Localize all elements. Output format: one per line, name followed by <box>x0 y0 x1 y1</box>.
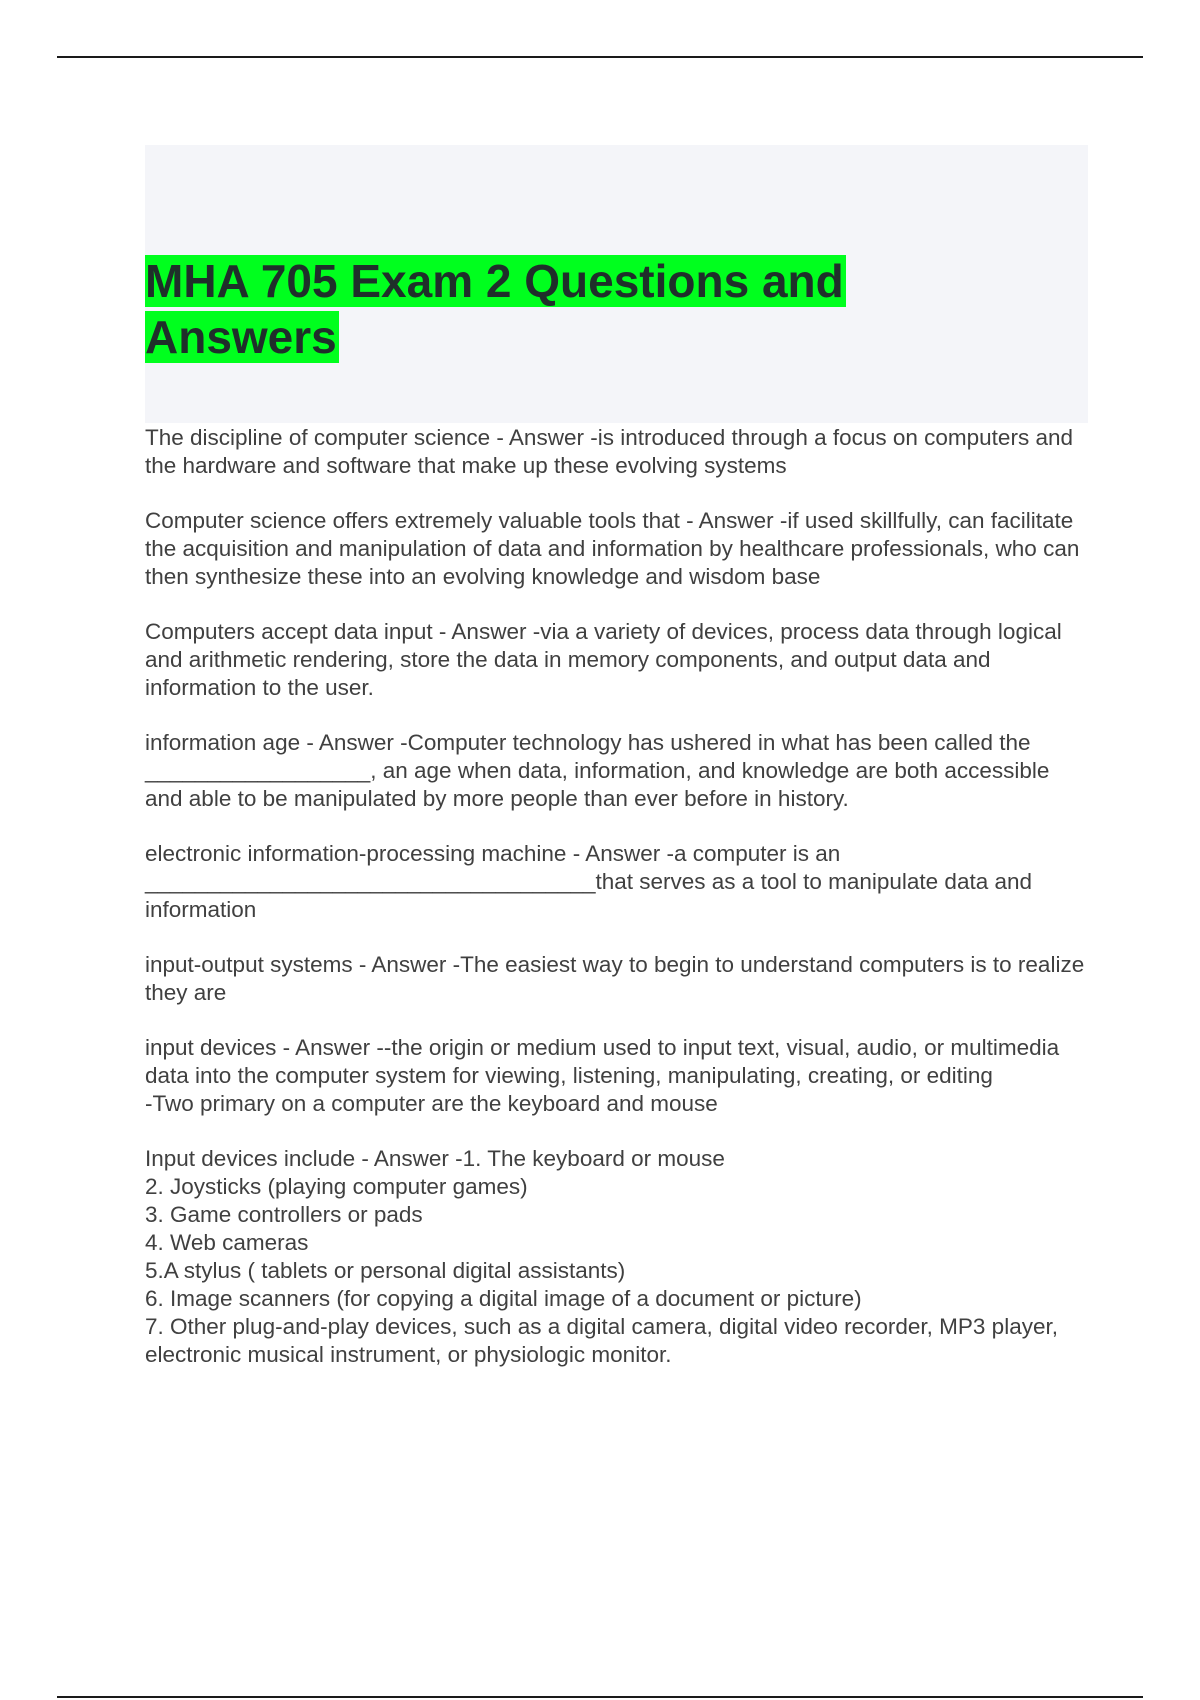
qa-entry: Computer science offers extremely valuable tools that - Answer -if used skillfully, can facilitate the acquisition and manipulation of data and information by healthcare professionals, who can then synthesize these into an evolving knowledge and wisdom base <box>145 508 1080 589</box>
qa-entry: Computers accept data input - Answer -via a variety of devices, process data through logical and arithmetic rendering, store the data in memory components, and output data and information to the user. <box>145 619 1062 700</box>
qa-list <box>145 424 1090 1396</box>
qa-entry: information age - Answer -Computer technology has ushered in what has been called the __________________, an age when data, information, and knowledge are both accessible and able to be manipulated by more people than ever before in history. <box>145 730 1050 811</box>
document-title-text: MHA 705 Exam 2 Questions and Answers <box>145 255 844 363</box>
bottom-rule <box>57 1696 1143 1698</box>
top-rule <box>57 56 1143 58</box>
document-title <box>145 253 905 365</box>
qa-entry: input-output systems - Answer -The easiest way to begin to understand computers is to realize they are <box>145 952 1085 1005</box>
qa-entry: The discipline of computer science - Answer -is introduced through a focus on computers and the hardware and software that make up these evolving systems <box>145 425 1073 478</box>
qa-entry: electronic information-processing machine - Answer -a computer is an ____________________________________that serves as a tool to manipulate data and information <box>145 841 1033 922</box>
qa-entry: Input devices include - Answer -1. The keyboard or mouse 2. Joysticks (playing computer games) 3. Game controllers or pads 4. Web cameras 5.A stylus ( tablets or personal digital assistants) 6. Image scanners (for copying a digital image of a document or picture) 7. Other plug-and-play devices, such as a digital camera, digital video recorder, MP3 player, electronic musical instrument, or physiologic monitor. <box>145 1146 1058 1367</box>
qa-entry: input devices - Answer --the origin or medium used to input text, visual, audio, or multimedia data into the computer system for viewing, listening, manipulating, creating, or editing -Two primary on a computer are the keyboard and mouse <box>145 1035 1060 1116</box>
